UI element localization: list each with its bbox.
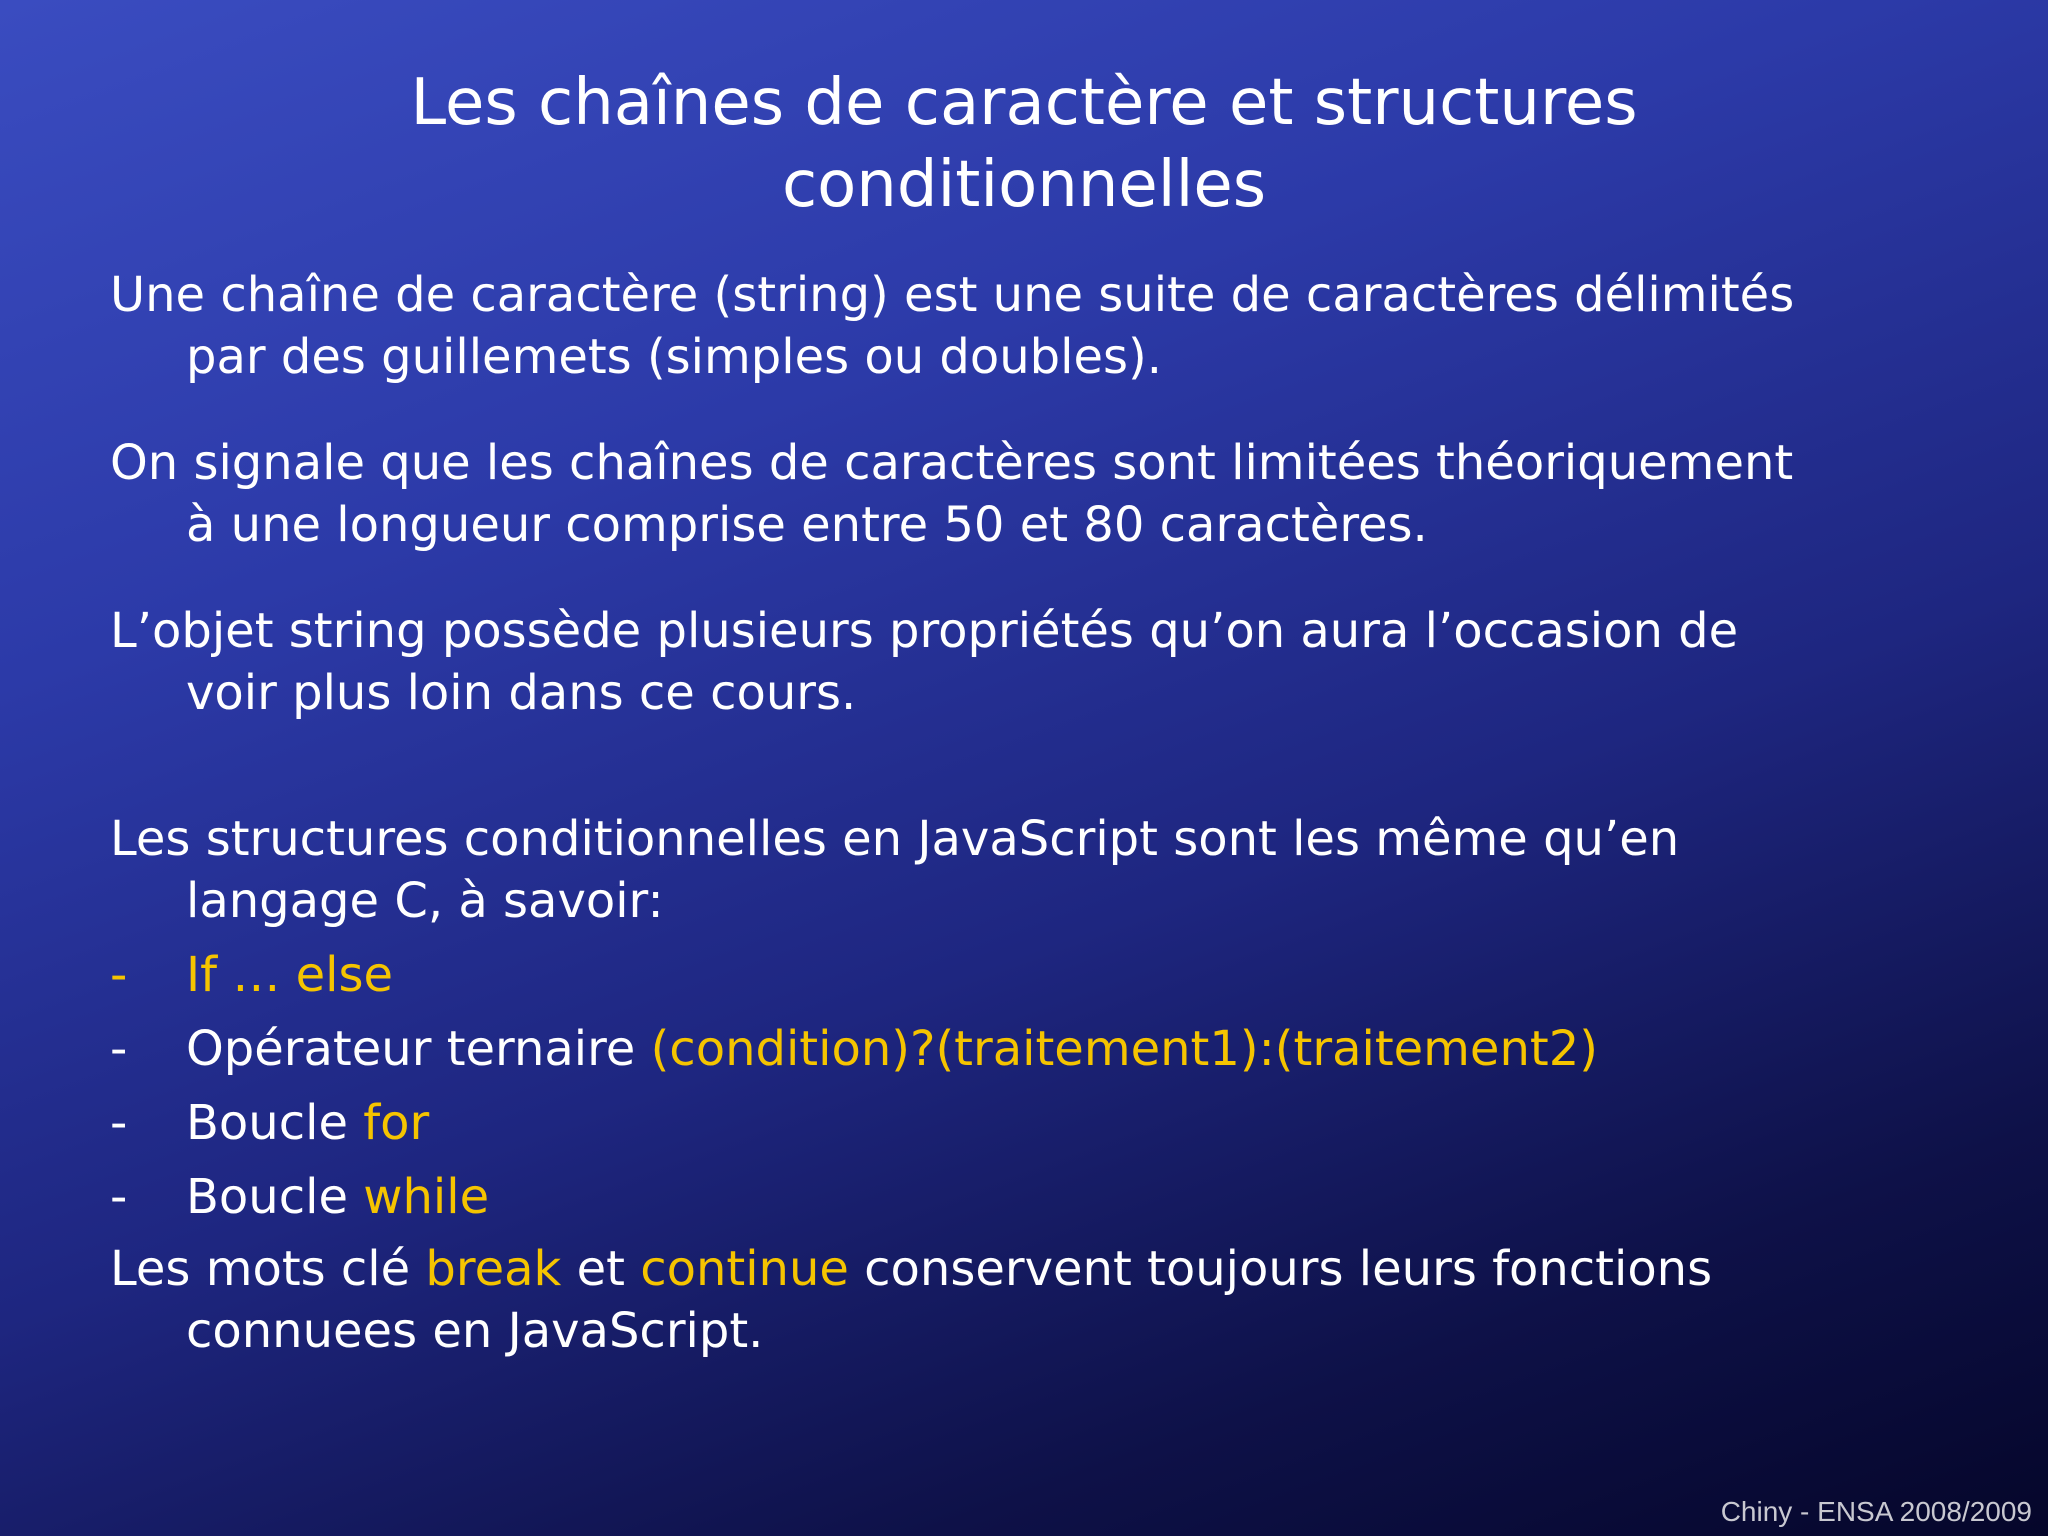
list-item-ternary: [110, 1018, 1970, 1080]
slide-title: [0, 62, 2048, 226]
paragraph-line: connuees en JavaScript.: [186, 1303, 764, 1359]
closing-text: et: [561, 1241, 641, 1297]
list-dash: -: [110, 1021, 128, 1077]
list-keyword: for: [363, 1095, 430, 1151]
paragraph-line: L’objet string possède plusieurs propriétés qu’on aura l’occasion de: [110, 603, 1739, 659]
keyword-break: break: [425, 1241, 562, 1297]
slide-title-line2: conditionnelles: [781, 148, 1267, 222]
list-dash: -: [110, 947, 128, 1003]
paragraph-line: à une longueur comprise entre 50 et 80 caractères.: [186, 497, 1428, 553]
paragraph-line: Une chaîne de caractère (string) est une suite de caractères délimités: [110, 267, 1795, 323]
closing-text: Les mots clé: [110, 1241, 426, 1297]
keyword-continue: continue: [640, 1241, 849, 1297]
paragraph-string-length: [110, 432, 1970, 556]
slide-title-line1: Les chaînes de caractère et structures: [410, 66, 1638, 140]
paragraph-line: [110, 1238, 1970, 1300]
list-text: Boucle: [186, 1169, 364, 1225]
list-text: Opérateur ternaire: [186, 1021, 651, 1077]
paragraph-string-definition: [110, 264, 1970, 388]
paragraph-line: langage C, à savoir:: [186, 873, 664, 929]
list-item-for-loop: [110, 1092, 1970, 1154]
list-item-while-loop: [110, 1166, 1970, 1228]
paragraph-line: voir plus loin dans ce cours.: [186, 665, 857, 721]
closing-text: conservent toujours leurs fonctions: [848, 1241, 1713, 1297]
list-keyword: (condition)?(traitement1):(traitement2): [650, 1021, 1598, 1077]
paragraph-line: On signale que les chaînes de caractères sont limitées théoriquement: [110, 435, 1794, 491]
paragraph-line: Les structures conditionnelles en JavaScript sont les même qu’en: [110, 811, 1680, 867]
list-dash: -: [110, 1095, 128, 1151]
paragraph-string-object: [110, 600, 1970, 724]
list-dash: -: [110, 1169, 128, 1225]
list-keyword: If … else: [186, 947, 393, 1003]
paragraph-keywords: [110, 1238, 1970, 1362]
paragraph-conditional-structures: [110, 808, 1970, 932]
paragraph-line: par des guillemets (simples ou doubles).: [186, 329, 1163, 385]
list-item-if-else: [110, 944, 1970, 1006]
list-keyword: while: [363, 1169, 490, 1225]
slide-footer: Chiny - ENSA 2008/2009: [1720, 1496, 2032, 1527]
list-text: Boucle: [186, 1095, 364, 1151]
